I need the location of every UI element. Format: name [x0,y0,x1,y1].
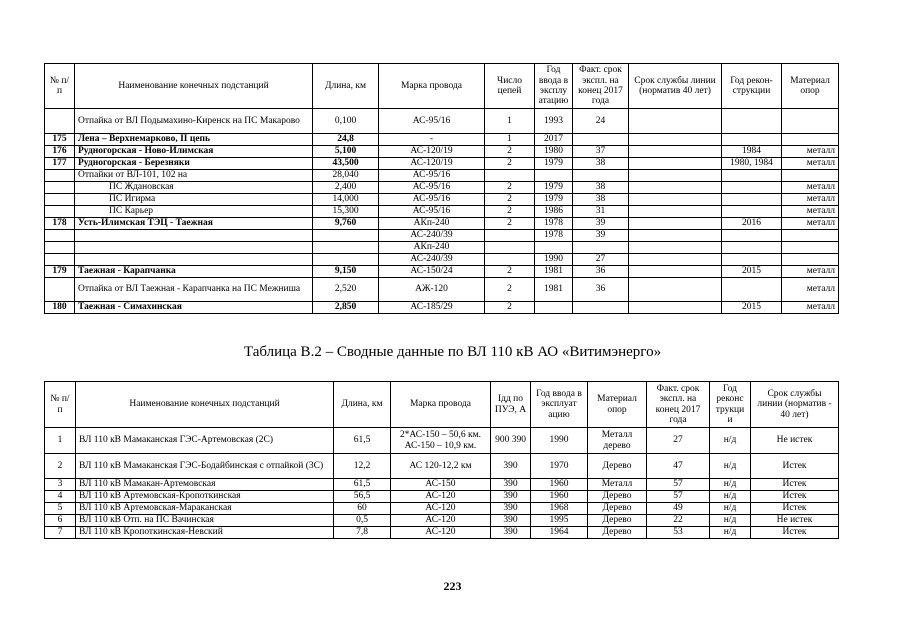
cell-reconstruction [722,254,782,266]
cell-num: 5 [45,503,76,515]
cell-current: 390 [491,527,531,539]
cell-current: 390 [491,515,531,527]
cell-circuits: 1 [485,109,535,134]
col-header-year: Год ввода в эксплуат ацию [531,382,588,428]
cell-reconstruction: н/д [710,515,751,527]
cell-wire: АС-240/39 [379,230,485,242]
cell-circuits [485,254,535,266]
cell-reconstruction [722,182,782,194]
table-row [45,218,839,230]
cell-length: 0,100 [313,109,379,134]
col-header-year: Год ввода в эксплу атацию [535,64,573,109]
cell-current: 390 [491,454,531,479]
col-header-reconstruction: Год рекон- струкции [722,64,782,109]
cell-material: металл [782,206,839,218]
cell-service-life: Истек [751,503,839,515]
cell-service-life [629,182,722,194]
cell-reconstruction [722,206,782,218]
cell-name: ВЛ 110 кВ Отп. на ПС Вачинская [76,515,334,527]
col-header-length: Длина, км [313,64,379,109]
cell-service-life [629,230,722,242]
cell-wire: АС-95/16 [379,194,485,206]
cell-reconstruction: н/д [710,479,751,491]
cell-reconstruction [722,230,782,242]
cell-material [782,254,839,266]
table-row [45,242,839,254]
cell-material: Металл [588,479,647,491]
cell-current: 390 [491,491,531,503]
cell-name: Рудногорская - Ново-Илимская [75,146,313,158]
cell-material: металл [782,182,839,194]
cell-length: 28,040 [313,170,379,182]
cell-num [45,278,75,302]
cell-year: 1979 [535,182,573,194]
cell-service-life: Истек [751,491,839,503]
cell-circuits [485,170,535,182]
cell-year: 2017 [535,134,573,146]
cell-circuits [485,230,535,242]
cell-wire: АЖ-120 [379,278,485,302]
cell-wire: АС-185/29 [379,302,485,314]
cell-actual-term: 27 [573,254,629,266]
cell-num: 177 [45,158,75,170]
cell-service-life [629,146,722,158]
cell-wire: АС-240/39 [379,254,485,266]
cell-service-life [629,266,722,278]
col-header-material: Материал опор [782,64,839,109]
cell-year: 1978 [535,230,573,242]
cell-reconstruction: 2016 [722,218,782,230]
cell-num: 179 [45,266,75,278]
table-row [45,527,839,539]
cell-wire: АС-120 [391,527,491,539]
cell-name: Таежная - Симахинская [75,302,313,314]
col-header-circuits: Число цепей [485,64,535,109]
cell-circuits: 2 [485,278,535,302]
cell-name: ВЛ 110 кВ Артемовская-Мараканская [76,503,334,515]
cell-wire: АС-120 [391,503,491,515]
cell-wire: АКп-240 [379,218,485,230]
cell-actual-term: 49 [647,503,710,515]
cell-reconstruction [722,242,782,254]
cell-actual-term: 39 [573,218,629,230]
cell-year: 1995 [531,515,588,527]
cell-name: ВЛ 110 кВ Артемовская-Кропоткинская [76,491,334,503]
cell-length: 61,5 [334,479,391,491]
table-row [45,158,839,170]
cell-year: 1960 [531,479,588,491]
cell-service-life [629,134,722,146]
table-row [45,206,839,218]
cell-circuits: 2 [485,218,535,230]
col-header-num: № п/п [45,382,76,428]
cell-service-life [629,158,722,170]
cell-year: 1993 [535,109,573,134]
cell-length: 7,8 [334,527,391,539]
cell-year: 1990 [535,254,573,266]
cell-num: 176 [45,146,75,158]
cell-material [782,242,839,254]
table-row [45,182,839,194]
cell-wire: АС-95/16 [379,206,485,218]
cell-reconstruction: н/д [710,454,751,479]
cell-num [45,194,75,206]
cell-material: металл [782,146,839,158]
cell-num: 180 [45,302,75,314]
cell-circuits: 2 [485,302,535,314]
cell-circuits: 2 [485,206,535,218]
cell-length: 43,500 [313,158,379,170]
cell-num [45,182,75,194]
cell-material [782,134,839,146]
cell-circuits: 2 [485,182,535,194]
cell-service-life: Не истек [751,515,839,527]
cell-material: металл [782,278,839,302]
cell-material: Дерево [588,454,647,479]
cell-service-life: Истек [751,454,839,479]
col-header-name: Наименование конечных подстанций [76,382,334,428]
table-row [45,503,839,515]
col-header-reconstruction: Год реконс трукци и [710,382,751,428]
cell-service-life [629,194,722,206]
cell-actual-term: 38 [573,182,629,194]
table-row [45,515,839,527]
cell-reconstruction: 2015 [722,302,782,314]
cell-name: Отпайка от ВЛ Таежная - Карапчанка на ПС Межниша [75,278,313,302]
cell-actual-term: 38 [573,194,629,206]
cell-current: 900 390 [491,428,531,454]
cell-material [782,230,839,242]
cell-length: 9,760 [313,218,379,230]
cell-material: Дерево [588,491,647,503]
cell-reconstruction: н/д [710,503,751,515]
cell-name: ВЛ 110 кВ Мамаканская ГЭС-Бодайбинская с отпайкой (3С) [76,454,334,479]
cell-actual-term: 53 [647,527,710,539]
cell-wire: АС-95/16 [379,182,485,194]
cell-length: 15,300 [313,206,379,218]
cell-material: Дерево [588,527,647,539]
cell-num: 2 [45,454,76,479]
cell-actual-term: 27 [647,428,710,454]
cell-circuits: 2 [485,194,535,206]
table-row [45,454,839,479]
cell-service-life [629,278,722,302]
cell-name: ВЛ 110 кВ Мамакан-Артемовская [76,479,334,491]
cell-name: Отпайка от ВЛ Подымахино-Киренск на ПС Макарово [75,109,313,134]
table-row [45,230,839,242]
cell-num: 3 [45,479,76,491]
cell-year: 1981 [535,278,573,302]
table-row [45,170,839,182]
cell-year: 1968 [531,503,588,515]
cell-reconstruction: н/д [710,527,751,539]
table-caption: Таблица В.2 – Сводные данные по ВЛ 110 кВ АО «Витимэнерго» [243,344,662,360]
cell-actual-term: 57 [647,479,710,491]
cell-wire: АКп-240 [379,242,485,254]
cell-name: Рудногорская - Березняки [75,158,313,170]
cell-reconstruction: 1984 [722,146,782,158]
cell-reconstruction [722,194,782,206]
table-row [45,302,839,314]
table-row [45,134,839,146]
cell-year: 1978 [535,218,573,230]
cell-name: Отпайки от ВЛ-101, 102 на [75,170,313,182]
cell-name: ВЛ 110 кВ Мамаканская ГЭС-Артемовская (2С) [76,428,334,454]
cell-num [45,254,75,266]
table-row [45,278,839,302]
cell-actual-term: 36 [573,266,629,278]
cell-wire: АС 120-12,2 км [391,454,491,479]
cell-actual-term [573,302,629,314]
cell-material: металл [782,302,839,314]
cell-current: 390 [491,479,531,491]
cell-length [313,242,379,254]
cell-year: 1979 [535,158,573,170]
cell-length: 12,2 [334,454,391,479]
cell-service-life [629,170,722,182]
cell-year: 1986 [535,206,573,218]
col-header-name: Наименование конечных подстанций [75,64,313,109]
cell-length: 61,5 [334,428,391,454]
col-header-actual-term: Факт. срок экспл. на конец 2017 года [573,64,629,109]
cell-num: 175 [45,134,75,146]
cell-year [535,302,573,314]
cell-material: Дерево [588,503,647,515]
cell-reconstruction [722,134,782,146]
cell-length: 2,520 [313,278,379,302]
cell-service-life [629,206,722,218]
table-row [45,428,839,454]
cell-circuits: 2 [485,158,535,170]
cell-num [45,242,75,254]
cell-actual-term: 39 [573,230,629,242]
col-header-service-life: Срок службы линии (норматив - 40 лет) [751,382,839,428]
cell-service-life: Истек [751,527,839,539]
cell-actual-term [573,242,629,254]
cell-year: 1981 [535,266,573,278]
cell-name [75,242,313,254]
cell-length [313,254,379,266]
table-header-row [45,64,839,109]
table-header-row [45,382,839,428]
col-header-wire: Марка провода [391,382,491,428]
cell-num: 1 [45,428,76,454]
cell-actual-term: 37 [573,146,629,158]
cell-actual-term: 38 [573,158,629,170]
cell-name: ВЛ 110 кВ Кропоткинская-Невский [76,527,334,539]
cell-year [535,170,573,182]
col-header-num: № п/п [45,64,75,109]
cell-actual-term: 57 [647,491,710,503]
cell-reconstruction: н/д [710,491,751,503]
cell-name: ПС Ждановская [75,182,313,194]
table-row [45,491,839,503]
cell-circuits: 1 [485,134,535,146]
table-row [45,254,839,266]
cell-material: металл [782,194,839,206]
cell-name: ПС Карьер [75,206,313,218]
cell-reconstruction: 2015 [722,266,782,278]
cell-material: металл [782,266,839,278]
cell-length: 24,8 [313,134,379,146]
cell-reconstruction [722,109,782,134]
cell-wire: АС-120/19 [379,158,485,170]
cell-material [782,109,839,134]
cell-current: 390 [491,503,531,515]
col-header-service-life: Срок службы линии (норматив 40 лет) [629,64,722,109]
col-header-actual-term: Факт. срок экспл. на конец 2017 года [647,382,710,428]
cell-wire: - [379,134,485,146]
cell-num [45,230,75,242]
cell-num: 4 [45,491,76,503]
table-row [45,194,839,206]
cell-service-life [629,242,722,254]
cell-actual-term: 36 [573,278,629,302]
cell-service-life: Не истек [751,428,839,454]
cell-service-life [629,218,722,230]
cell-num [45,109,75,134]
col-header-wire: Марка провода [379,64,485,109]
cell-year: 1990 [531,428,588,454]
cell-material [782,170,839,182]
cell-num [45,206,75,218]
cell-name [75,254,313,266]
cell-year [535,242,573,254]
cell-year: 1970 [531,454,588,479]
cell-name: Усть-Илимская ТЭЦ - Таежная [75,218,313,230]
cell-num: 7 [45,527,76,539]
table-row [45,266,839,278]
cell-actual-term: 31 [573,206,629,218]
cell-reconstruction: 1980, 1984 [722,158,782,170]
cell-length [313,230,379,242]
cell-name: Лена – Верхнемарково, II цепь [75,134,313,146]
cell-name: ПС Игирма [75,194,313,206]
cell-year: 1960 [531,491,588,503]
cell-length: 14,000 [313,194,379,206]
table-row [45,479,839,491]
cell-wire: 2*АС-150 – 50,6 км. АС-150 – 10,9 км. [391,428,491,454]
cell-wire: АС-95/16 [379,109,485,134]
cell-material: Дерево [588,515,647,527]
cell-length: 2,400 [313,182,379,194]
table-row [45,109,839,134]
cell-service-life [629,302,722,314]
cell-wire: АС-120/19 [379,146,485,158]
col-header-length: Длина, км [334,382,391,428]
cell-year: 1980 [535,146,573,158]
substations-table-2 [44,381,839,539]
cell-actual-term [573,170,629,182]
cell-num: 178 [45,218,75,230]
cell-actual-term [573,134,629,146]
cell-wire: АС-120 [391,515,491,527]
cell-wire: АС-150/24 [379,266,485,278]
cell-service-life: Истек [751,479,839,491]
cell-year: 1964 [531,527,588,539]
cell-reconstruction [722,278,782,302]
cell-actual-term: 24 [573,109,629,134]
cell-reconstruction: н/д [710,428,751,454]
cell-length: 56,5 [334,491,391,503]
col-header-current: Iдд по ПУЭ, А [491,382,531,428]
cell-name: Таежная - Карапчанка [75,266,313,278]
cell-wire: АС-95/16 [379,170,485,182]
cell-length: 60 [334,503,391,515]
cell-material: металл [782,218,839,230]
cell-reconstruction [722,170,782,182]
page-number: 223 [443,579,462,593]
cell-service-life [629,109,722,134]
cell-year: 1979 [535,194,573,206]
cell-length: 9,150 [313,266,379,278]
cell-length: 2,850 [313,302,379,314]
cell-service-life [629,254,722,266]
cell-wire: АС-150 [391,479,491,491]
table-row [45,146,839,158]
cell-material: металл [782,158,839,170]
col-header-material: Материал опор [588,382,647,428]
cell-circuits [485,242,535,254]
substations-table-1 [44,63,839,314]
cell-num: 6 [45,515,76,527]
cell-circuits: 2 [485,266,535,278]
cell-actual-term: 22 [647,515,710,527]
cell-circuits: 2 [485,146,535,158]
cell-material: Металл дерево [588,428,647,454]
cell-length: 0,5 [334,515,391,527]
cell-name [75,230,313,242]
cell-wire: АС-120 [391,491,491,503]
cell-num [45,170,75,182]
cell-length: 5,100 [313,146,379,158]
cell-actual-term: 47 [647,454,710,479]
